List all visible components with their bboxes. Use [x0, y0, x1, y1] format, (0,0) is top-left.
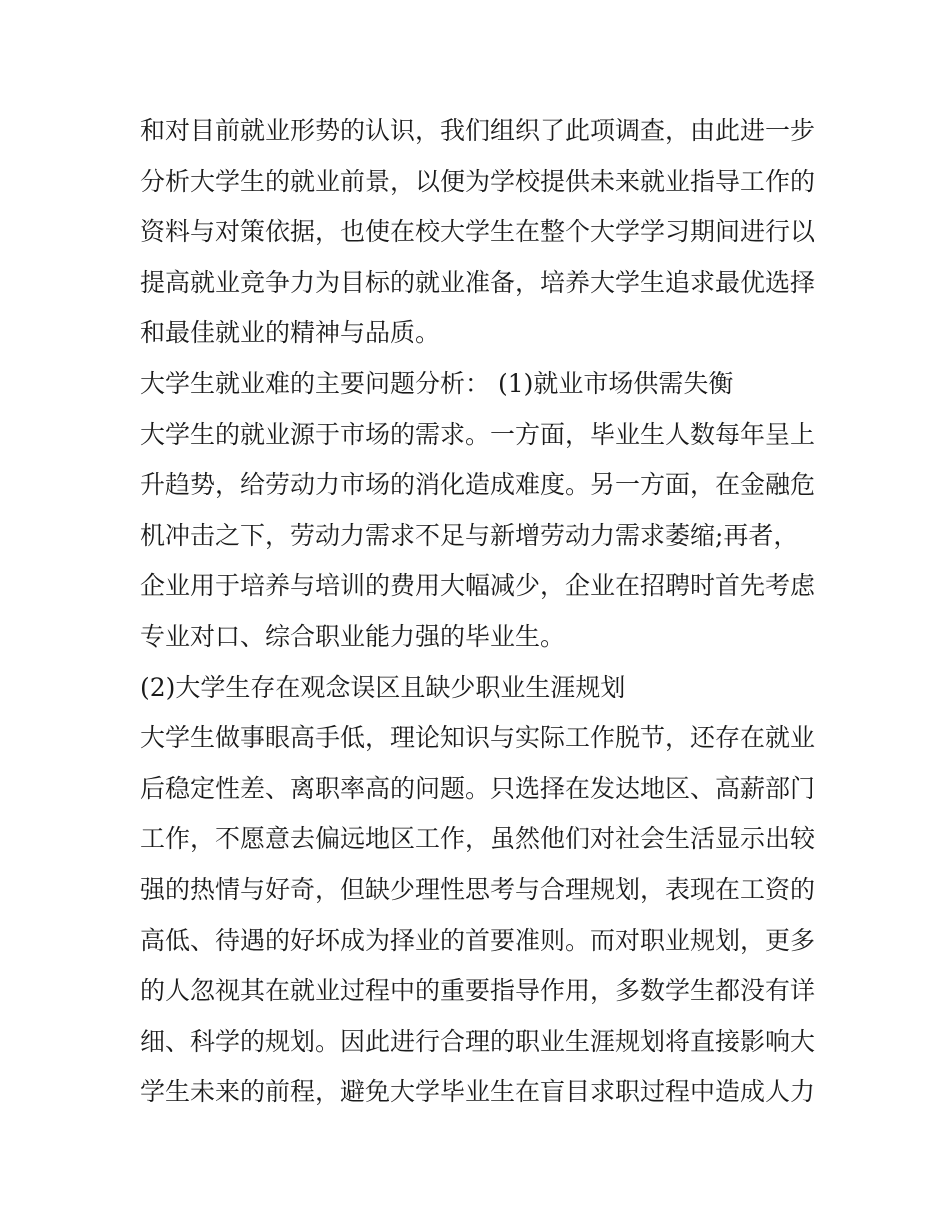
text-line: 强的热情与好奇，但缺少理性思考与合理规划，表现在工资的 [140, 874, 816, 904]
section-heading-line: (2)大学生存在观念误区且缺少职业生涯规划 [140, 672, 626, 702]
document-body [140, 106, 820, 1118]
text-line: 高低、待遇的好坏成为择业的首要准则。而对职业规划，更多 [140, 925, 816, 955]
text-line: 工作，不愿意去偏远地区工作，虽然他们对社会生活显示出较 [140, 824, 816, 854]
text-line: 资料与对策依据，也使在校大学生在整个大学学习期间进行以 [140, 217, 816, 247]
text-line: 分析大学生的就业前景，以便为学校提供未来就业指导工作的 [140, 166, 816, 196]
text-line: 细、科学的规划。因此进行合理的职业生涯规划将直接影响大 [140, 1026, 816, 1056]
text-line: 大学生的就业源于市场的需求。一方面，毕业生人数每年呈上 [140, 419, 816, 449]
text-line: 大学生做事眼高手低，理论知识与实际工作脱节，还存在就业 [140, 723, 816, 753]
text-line: 后稳定性差、离职率高的问题。只选择在发达地区、高薪部门 [140, 773, 816, 803]
text-line: 升趋势，给劳动力市场的消化造成难度。另一方面，在金融危 [140, 470, 816, 500]
section-heading-line: 大学生就业难的主要问题分析： (1)就业市场供需失衡 [140, 368, 734, 398]
text-line: 和对目前就业形势的认识，我们组织了此项调查，由此进一步 [140, 116, 816, 145]
text-line: 学生未来的前程，避免大学毕业生在盲目求职过程中造成人力 [140, 1077, 816, 1107]
text-line: 和最佳就业的精神与品质。 [140, 318, 441, 348]
text-line: 的人忽视其在就业过程中的重要指导作用，多数学生都没有详 [140, 976, 816, 1006]
text-line: 企业用于培养与培训的费用大幅减少，企业在招聘时首先考虑 [140, 571, 816, 601]
text-line: 机冲击之下，劳动力需求不足与新增劳动力需求萎缩;再者， [140, 520, 799, 550]
text-line: 提高就业竞争力为目标的就业准备，培养大学生追求最优选择 [140, 267, 816, 297]
text-line: 专业对口、综合职业能力强的毕业生。 [140, 621, 566, 651]
